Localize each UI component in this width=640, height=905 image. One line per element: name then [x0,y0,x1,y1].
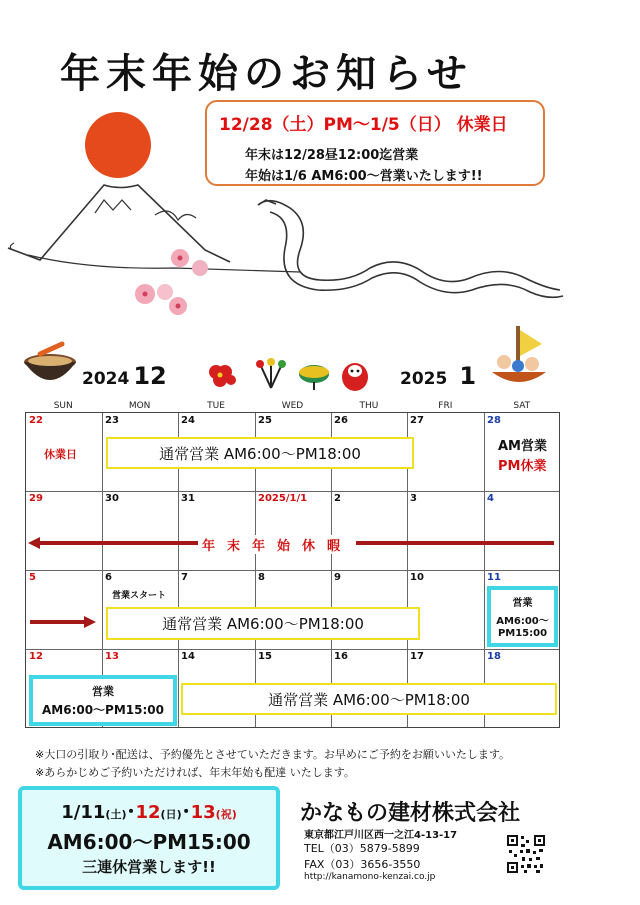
right-month: 1 [459,362,477,390]
promo-hours: AM6:00～PM15:00 [47,830,251,854]
promo-dates: 1/11(土)･12(日)･13(祝) [61,802,237,823]
regular-hours-week1 [106,437,414,469]
spinning-top-icon [296,360,332,392]
regular-hours-text: 通常営業 AM6:00～PM18:00 [162,615,364,633]
date-cell-label: 28 [487,415,501,426]
sat-11-hours-start: AM6:00～ [496,616,549,627]
promo-note: 三連休営業します!! [82,858,216,876]
closure-notice-box [205,100,545,186]
regular-hours-text: 通常営業 AM6:00～PM18:00 [159,444,361,463]
date-cell-label: 29 [29,493,43,504]
three-day-weekend-promo [18,786,280,890]
mount-fuji [8,185,230,262]
weekday-mon: MON [128,401,151,411]
lucky-gods-ship-icon [488,322,550,392]
weekday-tue: TUE [207,401,225,411]
date-cell-label: 3 [410,493,417,504]
date-cell-label: 6 [105,572,112,583]
snake-outline [258,200,563,297]
left-year: 2024 [82,369,130,389]
closure-period-headline: 12/28（土）PM～1/5（日） 休業日 [219,115,508,135]
good-luck-charm-icon [252,358,290,392]
date-cell-label: 9 [334,572,341,583]
date-cell-label: 16 [334,651,348,662]
date-cell-label: 18 [487,651,501,662]
promo-weekday-2: (日) [160,808,182,821]
december-2024-heading [82,362,167,390]
date-cell-label: 7 [181,572,188,583]
date-cell-label: 15 [258,651,272,662]
regular-hours-week4 [181,683,557,715]
footnote-reservation: ※大口の引取り･配送は、予約優先とさせていただきます。お早めにご予約をお願いいたします。 [35,748,510,761]
date-cell-label: 22 [29,415,43,426]
plum-flower-icon [203,360,241,392]
date-cell-label: 27 [410,415,424,426]
promo-weekday-1: (土) [105,808,127,821]
company-name: かなもの建材株式会社 [300,801,521,826]
right-year: 2025 [400,369,448,389]
rising-sun [85,112,151,178]
daruma-icon [340,358,370,392]
date-cell-label: 14 [181,651,195,662]
left-month: 12 [133,362,167,390]
closed-day-label: 休業日 [44,448,77,461]
promo-weekday-3: (祝) [215,808,237,821]
page-title: 年末年始のお知らせ [60,50,473,97]
date-cell-label: 23 [105,415,119,426]
footnote-delivery: ※あらかじめご予約いただければ、年末年始も配達 いたします。 [35,766,355,779]
new-year-start-note: 年始は1/6 AM6:00～営業いたします!! [245,169,483,184]
arrow-to-business-start [28,615,98,629]
date-cell-label: 11 [487,572,501,583]
promo-date-2: 12 [135,802,161,823]
date-cell-label: 24 [181,415,195,426]
regular-hours-text: 通常営業 AM6:00～PM18:00 [268,690,470,709]
date-cell-label: 5 [29,572,36,583]
sat-11-hours-box [487,586,558,647]
january-2025-heading [400,362,476,390]
calendar-grid [25,412,560,728]
plum-blossoms [135,249,208,315]
date-cell-label: 8 [258,572,265,583]
date-cell-label: 25 [258,415,272,426]
sat-11-hours-end: PM15:00 [497,628,548,639]
company-fax: FAX（03）3656-3550 [304,858,421,871]
date-cell-label: 2025/1/1 [258,493,308,504]
date-cell-label: 26 [334,415,348,426]
date-cell-label: 17 [410,651,424,662]
weekday-fri: FRI [438,401,453,411]
business-start-label: 営業スタート [112,591,167,601]
date-cell-label: 10 [410,572,424,583]
company-tel: TEL（03）5879-5899 [304,842,420,855]
weekday-sat: SAT [513,401,531,411]
date-cell-label: 4 [487,493,494,504]
date-cell-label: 2 [334,493,341,504]
regular-hours-week3 [106,607,420,640]
date-cell-label: 30 [105,493,119,504]
promo-date-3: 13 [190,802,216,823]
year-end-hours-note: 年末は12/28昼12:00迄営業 [245,148,419,163]
weekday-thu: THU [359,401,379,411]
sun-12-hours-box [29,675,177,726]
weekday-wed: WED [281,401,304,411]
sun-12-label: 営業 [92,685,114,698]
date-cell-label: 12 [29,651,43,662]
year-end-holiday-label: 年末年始休暇 [198,535,356,554]
sun-12-hours: AM6:00～PM15:00 [41,703,164,717]
soba-bowl-icon [22,340,78,390]
promo-date-1: 1/11 [61,802,106,823]
date-cell-label: 13 [105,651,119,662]
qr-code-icon[interactable] [506,834,546,874]
company-address: 東京都江戸川区西一之江4-13-17 [304,830,458,841]
pm-closed-label: PM休業 [498,459,547,474]
date-cell-label: 31 [181,493,195,504]
company-url[interactable]: http://kanamono-kenzai.co.jp [304,872,436,882]
weekday-sun: SUN [53,401,73,411]
am-open-label: AM営業 [498,439,547,454]
sat-11-label: 営業 [512,598,533,609]
